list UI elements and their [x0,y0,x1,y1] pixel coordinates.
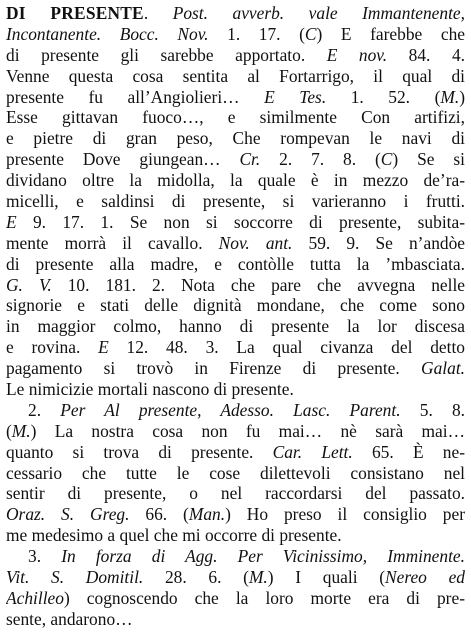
text-line [6,3,465,24]
text-line [6,400,465,421]
body-text: 3. [28,546,62,567]
body-text: presente Dove giungean… [6,149,240,170]
body-text: Le nimicizie mortali nascono di presente. [6,379,294,400]
headword: DI PRESENTE [6,3,144,23]
text-line [6,45,465,66]
text-line [6,87,465,108]
body-text: 84. 4. [387,44,465,65]
text-line [6,233,465,254]
text-line [6,149,465,170]
text-line [6,463,465,484]
text-line [6,546,465,567]
text-line [6,295,465,316]
italic-text: E [6,211,17,232]
body-text: 1. 17. ( [208,23,305,44]
body-text: di presente gli sarebbe apportato. [6,44,327,65]
body-text: ) E farebbe che [316,23,465,44]
body-text: dividano oltre la midolla, la quale è in mezzo de’ra- [6,170,465,191]
text-line [6,442,465,463]
body-text: 2. 7. 8. ( [260,149,381,170]
body-text: 65. È ne- [352,441,465,462]
body-text: ) [459,86,465,107]
body-text: presente fu all’Angiolieri… [6,86,265,107]
text-line [6,128,465,149]
body-text: 2. [28,399,61,420]
body-text: ) cognoscendo che la loro morte era di pre- [63,587,465,608]
body-text: e rovina. [6,337,99,358]
body-text: pagamento si trovò in Firenze di presente. [6,358,422,379]
body-text: ) Ho preso il consiglio per [225,504,465,525]
body-text: signorie e stati delle dignità mondane, che come sono [6,295,465,316]
body-text: Esse gittavan fuoco…, e similmente Con artifizi, [6,107,465,128]
body-text: me medesimo a quel che mi occorre di presente. [6,525,342,546]
text-line [6,421,465,442]
body-text: ) La nostra cosa non fu mai… nè sarà mai… [30,420,465,441]
text-line [6,275,465,296]
text-line [6,588,465,609]
body-text: 10. 181. 2. Nota che pare che avvegna nelle [51,274,465,295]
italic-text: Post. avverb. vale Immantenente, [172,3,465,23]
italic-text: E nov. [326,44,388,65]
body-text: Venne questa cosa sentita al Fortarrigo, il qual di [6,65,465,86]
italic-text: Nov. ant. [218,232,293,253]
body-text: ) I quali ( [267,567,386,588]
italic-text: M. [440,86,460,107]
italic-text: Galat. [421,358,465,379]
italic-text: Oraz. S. Greg. [6,504,130,525]
italic-text: Incontanente. Bocc. Nov. [6,23,209,44]
body-text: 66. ( [129,504,189,525]
body-text: di presente alla madre, e contòlle tutta la ’mbasciata. [6,253,465,274]
italic-text: M. [248,567,268,588]
text-line [6,567,465,588]
body-text: 59. 9. Se n’andòe [292,232,465,253]
text-line [6,24,465,45]
italic-text: E Tes. [264,86,327,107]
body-text: 9. 17. 1. Se non si soccorre di presente, subita- [16,211,465,232]
italic-text: Achilleo [6,587,64,608]
body-text: in maggior colmo, hanno di presente la lor discesa [6,316,465,337]
text-line [6,525,465,546]
body-text: ) Se si [392,149,465,170]
body-text: 5. 8. [400,399,465,420]
text-line [6,609,465,630]
dictionary-entry-di-presente [6,3,465,630]
italic-text: Cr. [239,149,261,170]
italic-text: Per Al presente, Adesso. Lasc. Parent. [60,399,401,420]
text-line [6,254,465,275]
body-text: sente, andarono… [6,608,133,629]
italic-text: G. V. [6,274,52,295]
body-text: ( [6,420,12,441]
body-text: quanto si trova di presente. [6,441,273,462]
italic-text: Nereo ed [385,567,465,588]
body-text: e pietre di gran peso, Che rompevan le navi di [6,128,465,149]
text-line [6,212,465,233]
italic-text: Vit. S. Domitil. [6,567,144,588]
text-line [6,316,465,337]
text-line [6,170,465,191]
body-text: 1. 52. ( [326,86,441,107]
italic-text: C [380,149,393,170]
italic-text: In forza di Agg. Per Vicinissimo, Imminente. [61,546,465,567]
text-line [6,483,465,504]
text-line [6,191,465,212]
text-line [6,66,465,87]
italic-text: E [98,337,109,358]
text-line [6,504,465,525]
text-line [6,337,465,358]
body-text: micelli, e saldinsi di presente, si varieranno i frutti. [6,191,465,212]
text-line [6,379,465,400]
text-line [6,358,465,379]
body-text: cessario che tutte le cose dilettevoli consistano nel [6,462,465,483]
italic-text: C [304,23,317,44]
text-line [6,107,465,128]
body-text: 12. 48. 3. La qual civanza del detto [108,337,465,358]
italic-text: M. [11,420,31,441]
italic-text: Man. [188,504,226,525]
italic-text: Car. Lett. [272,441,353,462]
body-text: 28. 6. ( [143,567,249,588]
body-text: . [143,3,173,23]
body-text: mente morrà il cavallo. [6,232,219,253]
body-text: sentir di presente, o nel raccordarsi del passato. [6,483,465,504]
